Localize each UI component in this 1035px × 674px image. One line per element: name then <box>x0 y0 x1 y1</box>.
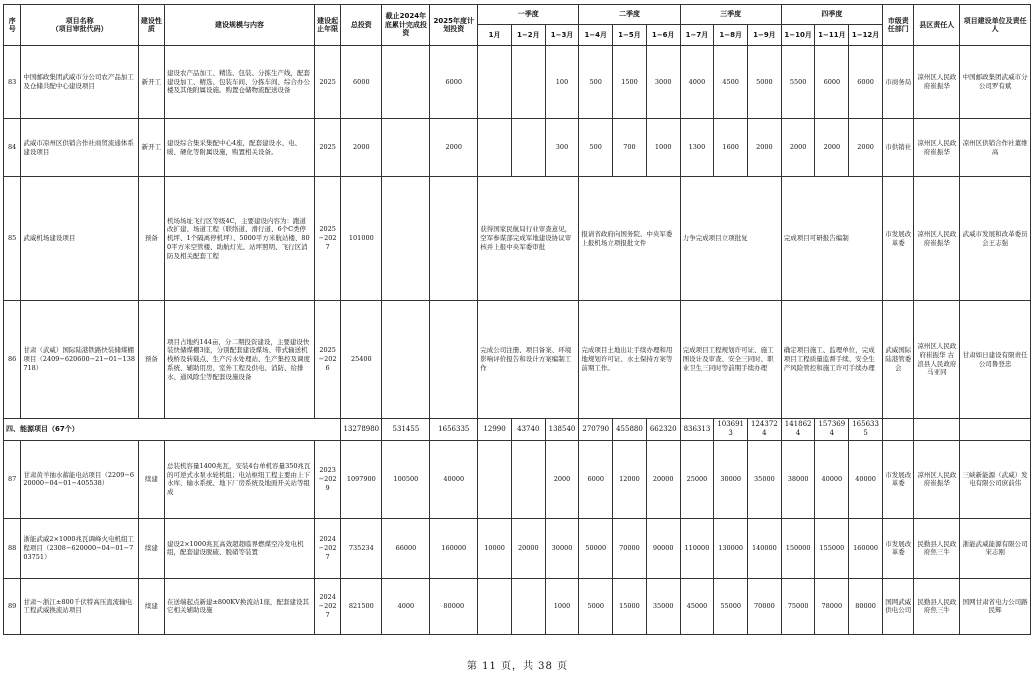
cell-month: 5500 <box>781 46 815 119</box>
cell-plan: 160000 <box>430 518 478 578</box>
cell-month: 140000 <box>748 518 782 578</box>
cell-month: 300 <box>545 119 579 177</box>
cell-total: 821500 <box>341 578 382 634</box>
cell-owner: 凉州区供销合作社董维高 <box>960 119 1031 177</box>
cell-month: 40000 <box>815 440 849 518</box>
cell-county: 凉州区人民政府崔振华 古浪县人民政府马亚同 <box>914 301 960 419</box>
cell-q4-plan: 完成项目可研报告编制 <box>781 177 882 301</box>
cell-month: 30000 <box>545 518 579 578</box>
cell-seq: 88 <box>4 518 21 578</box>
cell-cumulative: 531455 <box>382 419 430 441</box>
cell-month: 160000 <box>849 518 883 578</box>
cell-month: 1500 <box>613 46 647 119</box>
cell-plan <box>430 177 478 301</box>
cell-owner: 三峡新能源（武威）发电有限公司庶前伟 <box>960 440 1031 518</box>
cell-name: 甘肃黄羊抽水蓄能电站项目（2209−620000−04−01−405538） <box>21 440 138 518</box>
cell-month: 4500 <box>714 46 748 119</box>
cell-scope: 机场场址飞行区等级4C，主要建设内容为：跑道改扩建、场道工程（联络道、滑行道、6个C类停机坪、1个隔离停机坪）、5000平方米航站楼、800平方米空管楼、助航灯光、站坪照明、飞行区消防及相关配套工程 <box>164 177 314 301</box>
cell-month: 662320 <box>646 419 680 441</box>
table-row <box>4 301 1031 419</box>
cell-month: 70000 <box>748 578 782 634</box>
header-cumulative: 截止2024年底累计完成投资 <box>382 5 430 46</box>
cell-total: 1097900 <box>341 440 382 518</box>
cell-month: 1036913 <box>714 419 748 441</box>
header-month: 1−6月 <box>646 25 680 46</box>
cell-name: 甘肃（武威）国际陆港铁路快装储煤棚项目（2409−620600−21−01−138718） <box>21 301 138 419</box>
cell-owner: 国网甘肃省电力公司路民辉 <box>960 578 1031 634</box>
header-scope: 建设规模与内容 <box>164 5 314 46</box>
cell-month: 110000 <box>680 518 714 578</box>
cell-total: 13278980 <box>341 419 382 441</box>
cell-plan: 6000 <box>430 46 478 119</box>
cell-month: 12000 <box>613 440 647 518</box>
header-nature: 建设性质 <box>138 5 164 46</box>
cell-scope: 项目占地约144亩，分二期投资建设，主要建设快装快储煤棚3座，分别配套建设煤场、带式输送机栈桥及转载点、生产污水处理站、生产集控及调度系统、辅助用房、室外工程及供电、消防、给排水、通风除尘等配套设施设备 <box>164 301 314 419</box>
project-table <box>3 4 1031 635</box>
header-total: 总投资 <box>341 5 382 46</box>
cell-month: 5000 <box>579 578 613 634</box>
cell-total: 25400 <box>341 301 382 419</box>
cell-plan <box>430 301 478 419</box>
cell-years: 2024−2027 <box>315 518 341 578</box>
cell-month: 80000 <box>849 578 883 634</box>
cell-nature: 续建 <box>138 440 164 518</box>
cell-month: 500 <box>579 119 613 177</box>
table-row <box>4 440 1031 518</box>
cell-seq: 84 <box>4 119 21 177</box>
cell-county: 凉州区人民政府崔振华 <box>914 177 960 301</box>
cell-nature: 预备 <box>138 301 164 419</box>
cell-years: 2025−2027 <box>315 177 341 301</box>
cell-month: 75000 <box>781 578 815 634</box>
cell-month: 50000 <box>579 518 613 578</box>
cell-month: 45000 <box>680 578 714 634</box>
cell-month: 20000 <box>511 518 545 578</box>
page-number: 第 11 页，共 38 页 <box>466 661 569 672</box>
cell-month: 270790 <box>579 419 613 441</box>
cell-years: 2025 <box>315 119 341 177</box>
cell-nature: 新开工 <box>138 119 164 177</box>
cell-month: 700 <box>613 119 647 177</box>
cell-month: 1243724 <box>748 419 782 441</box>
cell-seq: 85 <box>4 177 21 301</box>
cell-month: 4000 <box>680 46 714 119</box>
cell-total: 101000 <box>341 177 382 301</box>
header-q3: 三季度 <box>680 5 781 25</box>
cell-month: 2000 <box>849 119 883 177</box>
cell-month: 130000 <box>714 518 748 578</box>
cell-month: 1656335 <box>849 419 883 441</box>
cell-city-dept: 市发展改革委 <box>882 518 914 578</box>
cell-cumulative: 100500 <box>382 440 430 518</box>
table-header <box>4 5 1031 46</box>
cell-month: 20000 <box>646 440 680 518</box>
cell-month: 70000 <box>613 518 647 578</box>
cell-month: 55000 <box>714 578 748 634</box>
cell-month: 6000 <box>579 440 613 518</box>
header-city-dept: 市级责任部门 <box>882 5 914 46</box>
cell-county: 民勤县人民政府焦三牛 <box>914 518 960 578</box>
header-month: 1−8月 <box>714 25 748 46</box>
cell-month: 30000 <box>714 440 748 518</box>
cell-month: 35000 <box>646 578 680 634</box>
cell-city-dept: 市商务局 <box>882 46 914 119</box>
cell-month <box>478 46 512 119</box>
header-q4: 四季度 <box>781 5 882 25</box>
cell-seq: 87 <box>4 440 21 518</box>
cell-name: 武威机场建设项目 <box>21 177 138 301</box>
cell-month: 3000 <box>646 46 680 119</box>
cell-owner: 浙能武威能源有限公司宋志刚 <box>960 518 1031 578</box>
cell-nature: 新开工 <box>138 46 164 119</box>
cell-plan: 40000 <box>430 440 478 518</box>
cell-owner: 甘肃如日建设有限责任公司鲁登忠 <box>960 301 1031 419</box>
cell-cumulative <box>382 301 430 419</box>
cell-q3-plan: 完成项目工程规划许可证、施工图设计及审查、安全三同时、职业卫生三同时等前期手续办理 <box>680 301 781 419</box>
cell-month: 138540 <box>545 419 579 441</box>
header-month: 1−11月 <box>815 25 849 46</box>
cell-nature: 预备 <box>138 177 164 301</box>
cell-q4-plan: 确定项目施工、监理单位，完成项目工程质量监督手续、安全生产风险管控和施工许可手续办理 <box>781 301 882 419</box>
cell-month: 2000 <box>545 440 579 518</box>
table-row <box>4 177 1031 301</box>
header-q2: 二季度 <box>579 5 680 25</box>
cell-county: 凉州区人民政府崔振华 <box>914 440 960 518</box>
table-row <box>4 578 1031 634</box>
cell-month: 12990 <box>478 419 512 441</box>
header-q1: 一季度 <box>478 5 579 25</box>
header-owner: 项目建设单位及责任人 <box>960 5 1031 46</box>
cell-q1-plan: 获得国家民航局行业审查意见，空军参谋部完成军地建设协议审核并上报中央军委审批 <box>478 177 579 301</box>
header-month: 1−7月 <box>680 25 714 46</box>
cell-years: 2025 <box>315 46 341 119</box>
cell-plan: 2000 <box>430 119 478 177</box>
cell-city-dept: 武威国际陆港管委会 <box>882 301 914 419</box>
header-month: 1月 <box>478 25 512 46</box>
cell-years: 2025−2026 <box>315 301 341 419</box>
cell-owner: 中国邮政集团武威市分公司罗有斌 <box>960 46 1031 119</box>
cell-month: 2000 <box>781 119 815 177</box>
cell-cumulative: 4000 <box>382 578 430 634</box>
cell-month: 836313 <box>680 419 714 441</box>
cell-month <box>511 440 545 518</box>
header-plan2025: 2025年度计划投资 <box>430 5 478 46</box>
cell-nature: 续建 <box>138 518 164 578</box>
cell-name: 甘肃～浙江±800千伏特高压直流输电工程武威换流站项目 <box>21 578 138 634</box>
cell-month: 5000 <box>748 46 782 119</box>
cell-years: 2024−2027 <box>315 578 341 634</box>
cell-county: 民勤县人民政府焦三牛 <box>914 578 960 634</box>
cell-month: 10000 <box>478 518 512 578</box>
cell-q1-plan: 完成公司注册、项目备案、环境影响评价报告和设计方案编制工作 <box>478 301 579 419</box>
header-month: 1−3月 <box>545 25 579 46</box>
cell-month <box>511 578 545 634</box>
cell-total: 6000 <box>341 46 382 119</box>
section-row <box>4 419 1031 441</box>
cell-month: 1573694 <box>815 419 849 441</box>
cell-month: 500 <box>579 46 613 119</box>
cell-county: 凉州区人民政府崔振华 <box>914 46 960 119</box>
cell-month <box>478 440 512 518</box>
table-row <box>4 518 1031 578</box>
cell-scope: 建设综合集采集配中心4座，配套建设水、电、暖、硬化等附属设施，购置相关设备。 <box>164 119 314 177</box>
cell-name: 中国邮政集团武威市分公司农产品加工及仓储共配中心建设项目 <box>21 46 138 119</box>
cell-month: 78000 <box>815 578 849 634</box>
cell-month: 1000 <box>646 119 680 177</box>
cell-month: 1418624 <box>781 419 815 441</box>
cell-name: 浙能武威2×1000兆瓦调峰火电机组工程项目（2308−620000−04−01−703751） <box>21 518 138 578</box>
cell-total: 2000 <box>341 119 382 177</box>
cell-scope: 总装机容量1400兆瓦，安装4台单机容量350兆瓦的可逆式水泵水轮机组；电站枢纽工程主要由上下水库、输水系统、地下厂房系统及地面开关站等组成 <box>164 440 314 518</box>
table-row <box>4 46 1031 119</box>
cell-cumulative: 66000 <box>382 518 430 578</box>
section-title: 四、能源项目（67个） <box>4 419 341 441</box>
cell-month: 150000 <box>781 518 815 578</box>
cell-city-dept: 国网武威供电公司 <box>882 578 914 634</box>
cell-month: 1600 <box>714 119 748 177</box>
cell-seq: 86 <box>4 301 21 419</box>
cell-month: 38000 <box>781 440 815 518</box>
header-month: 1−5月 <box>613 25 647 46</box>
cell-plan: 80000 <box>430 578 478 634</box>
cell-month: 1000 <box>545 578 579 634</box>
cell-month: 6000 <box>815 46 849 119</box>
cell-month: 43740 <box>511 419 545 441</box>
header-month: 1−4月 <box>579 25 613 46</box>
table-row <box>4 119 1031 177</box>
cell-plan: 1656335 <box>430 419 478 441</box>
cell-city-dept: 市发展改革委 <box>882 440 914 518</box>
cell-owner: 武威市发展和改革委员会王志强 <box>960 177 1031 301</box>
cell-seq: 89 <box>4 578 21 634</box>
cell-month: 155000 <box>815 518 849 578</box>
header-years: 建设起止年限 <box>315 5 341 46</box>
cell-month: 25000 <box>680 440 714 518</box>
cell-total: 735234 <box>341 518 382 578</box>
header-month: 1−10月 <box>781 25 815 46</box>
cell-q3-plan: 力争完成项目立项批复 <box>680 177 781 301</box>
header-county: 县区责任人 <box>914 5 960 46</box>
cell-month: 6000 <box>849 46 883 119</box>
cell-month: 100 <box>545 46 579 119</box>
cell-county: 凉州区人民政府崔振华 <box>914 119 960 177</box>
cell-name: 武威市凉州区供销合作社商贸流通体系建设项目 <box>21 119 138 177</box>
cell-month: 2000 <box>815 119 849 177</box>
header-month: 1−2月 <box>511 25 545 46</box>
cell-years: 2023−2029 <box>315 440 341 518</box>
header-month: 1−9月 <box>748 25 782 46</box>
cell-city-dept: 市发展改革委 <box>882 177 914 301</box>
cell-q2-plan: 报请省政府向国务院、中央军委上报机场立项报批文件 <box>579 177 680 301</box>
cell-month: 2000 <box>748 119 782 177</box>
cell-month <box>511 46 545 119</box>
cell-scope: 建设农产品加工、精选、包装、分拣生产线，配套建设加工、精选、包装车间、分拣车间、综合办公楼及其他附属设施。购置仓储物流配送设备 <box>164 46 314 119</box>
cell-city-dept: 市供销社 <box>882 119 914 177</box>
cell-cumulative <box>382 177 430 301</box>
header-seq: 序号 <box>4 5 21 46</box>
cell-month <box>478 578 512 634</box>
cell-seq: 83 <box>4 46 21 119</box>
cell-scope: 建设2×1000兆瓦高效超超临界燃煤空冷发电机组，配套建设脱硫、脱硝等装置 <box>164 518 314 578</box>
header-month: 1−12月 <box>849 25 883 46</box>
cell-scope: 在送端起点新建±800KV换流站1座，配套建设其它相关辅助设施 <box>164 578 314 634</box>
cell-month: 15000 <box>613 578 647 634</box>
cell-month: 1300 <box>680 119 714 177</box>
cell-q2-plan: 完成项目土地出让手续办理和用地规划许可证、水土保持方案等前期工作。 <box>579 301 680 419</box>
cell-cumulative <box>382 46 430 119</box>
cell-nature: 续建 <box>138 578 164 634</box>
header-name: 项目名称 （项目审批代码） <box>21 5 138 46</box>
cell-month <box>511 119 545 177</box>
cell-cumulative <box>382 119 430 177</box>
cell-month: 35000 <box>748 440 782 518</box>
cell-month: 90000 <box>646 518 680 578</box>
cell-month: 40000 <box>849 440 883 518</box>
cell-month <box>478 119 512 177</box>
cell-month: 455880 <box>613 419 647 441</box>
